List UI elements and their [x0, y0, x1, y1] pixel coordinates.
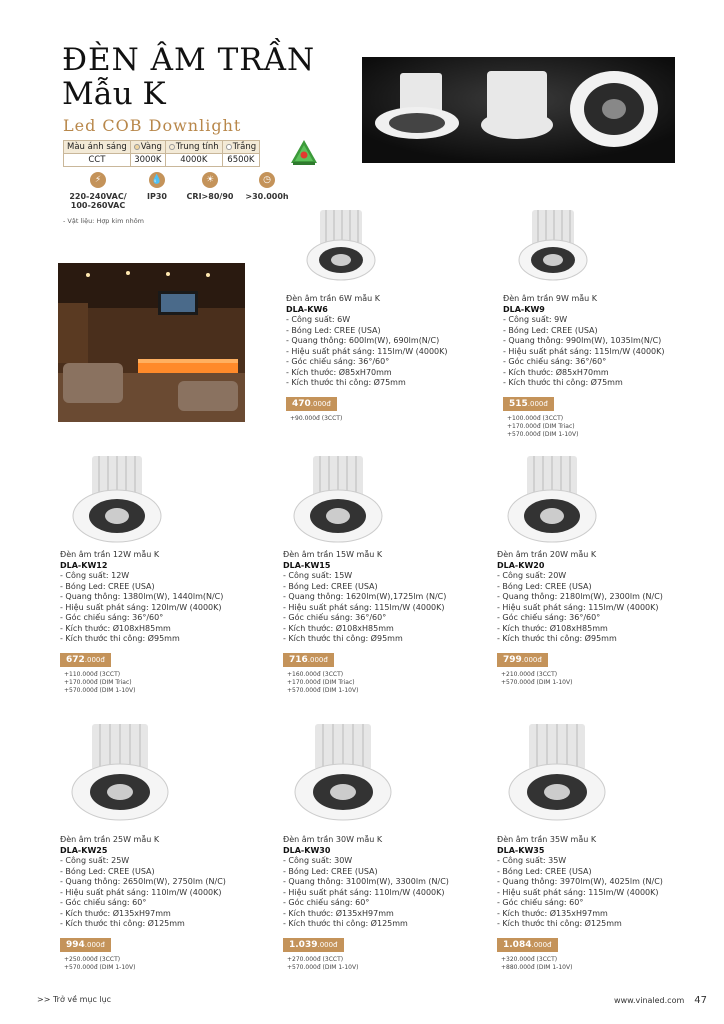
spec-voltage: ⚡ 220-240VAC/ 100-260VAC [63, 172, 133, 210]
cct-table [63, 140, 260, 167]
price-tag: 716.000đ [283, 653, 334, 667]
product-card [497, 720, 717, 972]
product-name: Đèn âm trần 25W mẫu K [60, 835, 160, 844]
product-card [497, 450, 717, 687]
page-number: 47 [694, 995, 707, 1006]
product-specs: - Công suất: 25W - Bóng Led: CREE (USA) - Quang thông: 2650lm(W), 2750lm (N/C) - Hiệu suất phát sáng: 110lm/W (4000K) - Góc chiếu sáng: 60° - Kích thước: Ø135xH97mm - Kích thước thi công: Ø125mm [60, 856, 226, 928]
downlight-product-image [497, 720, 717, 835]
price-addons: +250.000đ (3CCT) +570.000đ (DIM 1-10V) [64, 955, 136, 971]
cct-value: 3000K [130, 154, 165, 167]
interior-room-photo [58, 263, 245, 422]
product-code: DLA-KW9 [503, 304, 545, 314]
price-tag: 1.039.000đ [283, 938, 344, 952]
product-specs: - Công suất: 35W - Bóng Led: CREE (USA) - Quang thông: 3970lm(W), 4025lm (N/C) - Hiệu suất phát sáng: 115lm/W (4000K) - Góc chiếu sáng: 60° - Kích thước: Ø135xH97mm - Kích thước thi công: Ø125mm [497, 856, 663, 928]
price-tag: 515.000đ [503, 397, 554, 411]
certification-badge-icon [290, 139, 318, 165]
material-note: - Vật liệu: Hợp kim nhôm [63, 217, 145, 225]
price-addons: +320.000đ (3CCT) +880.000đ (DIM 1-10V) [501, 955, 573, 971]
downlight-product-image [503, 204, 723, 294]
cct-option-neutral: Trung tính [165, 141, 222, 154]
warm-color-dot [134, 144, 140, 150]
spec-icons [63, 172, 295, 210]
downlight-product-image [283, 450, 503, 550]
product-code: DLA-KW25 [60, 845, 108, 855]
downlight-product-image [60, 720, 280, 835]
product-name: Đèn âm trần 35W mẫu K [497, 835, 597, 844]
product-card [283, 720, 503, 972]
product-specs: - Công suất: 20W - Bóng Led: CREE (USA) - Quang thông: 2180lm(W), 2300lm (N/C) - Hiệu suất phát sáng: 115lm/W (4000K) - Góc chiếu sáng: 36°/60° - Kích thước: Ø108xH85mm - Kích thước thi công: Ø95mm [497, 571, 663, 643]
price-addons: +210.000đ (3CCT) +570.000đ (DIM 1-10V) [501, 670, 573, 686]
product-code: DLA-KW30 [283, 845, 331, 855]
price-tag: 470.000đ [286, 397, 337, 411]
price-tag: 994.000đ [60, 938, 111, 952]
footer-info [614, 995, 707, 1006]
product-specs: - Công suất: 6W - Bóng Led: CREE (USA) - Quang thông: 600lm(W), 690lm(N/C) - Hiệu suất phát sáng: 115lm/W (4000K) - Góc chiếu sáng: 36°/60° - Kích thước: Ø85xH70mm - Kích thước thi công: Ø75mm [286, 315, 448, 387]
cct-value: 6500K [222, 154, 259, 167]
bolt-icon: ⚡ [90, 172, 106, 188]
product-card [60, 720, 280, 972]
product-code: DLA-KW35 [497, 845, 545, 855]
product-name: Đèn âm trần 30W mẫu K [283, 835, 383, 844]
water-drop-icon: 💧 [149, 172, 165, 188]
product-name: Đèn âm trần 15W mẫu K [283, 550, 383, 559]
product-specs: - Công suất: 30W - Bóng Led: CREE (USA) - Quang thông: 3100lm(W), 3300lm (N/C) - Hiệu suất phát sáng: 110lm/W (4000K) - Góc chiếu sáng: 60° - Kích thước: Ø135xH97mm - Kích thước thi công: Ø125mm [283, 856, 449, 928]
product-card [283, 450, 503, 695]
cct-option-warm: Vàng [130, 141, 165, 154]
cct-header: Màu ánh sáng [64, 141, 131, 154]
cct-value: 4000K [165, 154, 222, 167]
spec-ip: 💧 IP30 [133, 172, 181, 210]
product-name: Đèn âm trần 9W mẫu K [503, 294, 598, 303]
price-tag: 1.084.000đ [497, 938, 558, 952]
price-addons: +90.000đ (3CCT) [290, 414, 343, 422]
product-specs: - Công suất: 15W - Bóng Led: CREE (USA) - Quang thông: 1620lm(W),1725lm (N/C) - Hiệu suất phát sáng: 115lm/W (4000K) - Góc chiếu sáng: 36°/60° - Kích thước: Ø108xH85mm - Kích thước thi công: Ø95mm [283, 571, 447, 643]
product-specs: - Công suất: 12W - Bóng Led: CREE (USA) - Quang thông: 1380lm(W), 1440lm(N/C) - Hiệu suất phát sáng: 120lm/W (4000K) - Góc chiếu sáng: 36°/60° - Kích thước: Ø108xH85mm - Kích thước thi công: Ø95mm [60, 571, 224, 643]
spec-cri: ☀ CRI>80/90 [181, 172, 239, 210]
price-addons: +160.000đ (3CCT) +170.000đ (DIM Triac) +570.000đ (DIM 1-10V) [287, 670, 359, 694]
page-title-model: Mẫu K [62, 76, 166, 112]
product-card [503, 204, 723, 439]
spec-lifetime: ◷ >30.000h [239, 172, 295, 210]
page-title: ĐÈN ÂM TRẦN [62, 42, 316, 78]
product-code: DLA-KW12 [60, 560, 108, 570]
back-to-index-link[interactable]: >> Trở về mục lục [37, 995, 112, 1004]
product-card [60, 450, 280, 695]
neutral-color-dot [169, 144, 175, 150]
downlight-product-image [286, 204, 506, 294]
hero-product-photo [362, 57, 675, 163]
price-addons: +100.000đ (3CCT) +170.000đ (DIM Triac) +570.000đ (DIM 1-10V) [507, 414, 579, 438]
product-specs: - Công suất: 9W - Bóng Led: CREE (USA) - Quang thông: 990lm(W), 1035lm(N/C) - Hiệu suất phát sáng: 115lm/W (4000K) - Góc chiếu sáng: 36°/60° - Kích thước: Ø85xH70mm - Kích thước thi công: Ø75mm [503, 315, 665, 387]
product-card [286, 204, 506, 423]
product-name: Đèn âm trần 20W mẫu K [497, 550, 597, 559]
product-name: Đèn âm trần 6W mẫu K [286, 294, 381, 303]
sun-icon: ☀ [202, 172, 218, 188]
price-tag: 799.000đ [497, 653, 548, 667]
downlight-product-image [283, 720, 503, 835]
page-subtitle: Led COB Downlight [63, 116, 242, 135]
cct-label: CCT [64, 154, 131, 167]
price-addons: +110.000đ (3CCT) +170.000đ (DIM Triac) +570.000đ (DIM 1-10V) [64, 670, 136, 694]
cct-option-white: Trắng [222, 141, 259, 154]
price-tag: 672.000đ [60, 653, 111, 667]
product-name: Đèn âm trần 12W mẫu K [60, 550, 160, 559]
price-addons: +270.000đ (3CCT) +570.000đ (DIM 1-10V) [287, 955, 359, 971]
website-link[interactable]: www.vinaled.com [614, 996, 685, 1005]
white-color-dot [226, 144, 232, 150]
downlight-product-image [60, 450, 280, 550]
downlight-product-image [497, 450, 717, 550]
product-code: DLA-KW15 [283, 560, 331, 570]
clock-icon: ◷ [259, 172, 275, 188]
product-code: DLA-KW6 [286, 304, 328, 314]
product-code: DLA-KW20 [497, 560, 545, 570]
